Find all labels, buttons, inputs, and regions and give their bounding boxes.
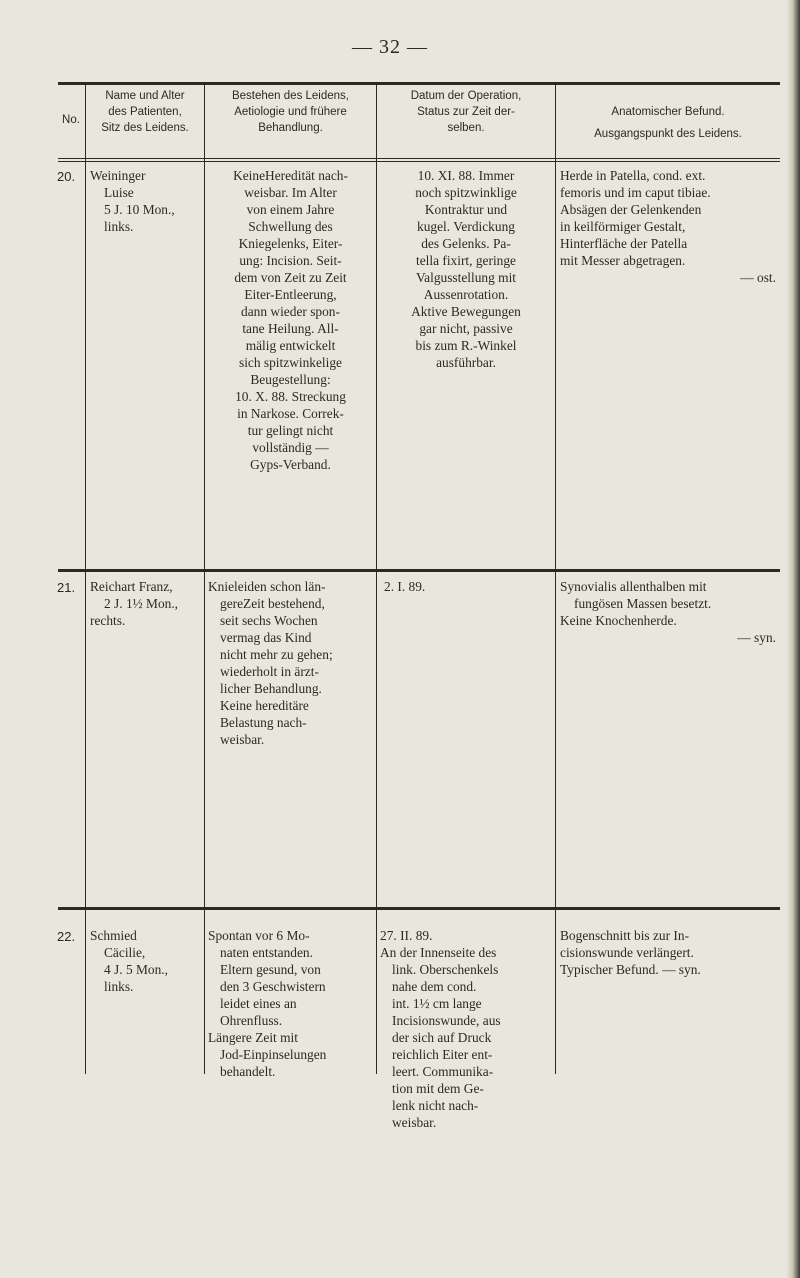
column-rule [204, 84, 205, 1074]
case-history: Knieleiden schon län- gereZeit bestehend, seit sechs Wochen vermag das Kind nicht mehr zu gehen; wiederholt in ärzt- licher Behandlung. Keine hereditäre Belastung nach- weisbar. [208, 579, 333, 747]
header-finding: Anatomischer Befund. Ausgangspunkt des Leidens. [594, 106, 742, 140]
header-no: No. [62, 114, 80, 126]
patient-name: Reichart Franz, 2 J. 1½ Mon., rechts. [90, 579, 179, 628]
row-number: 22. [57, 929, 76, 944]
patient-name: Schmied Cäcilie, 4 J. 5 Mon., links. [90, 928, 168, 994]
page-number: — 32 — [352, 36, 428, 58]
case-history: Spontan vor 6 Mo- naten entstanden. Eltern gesund, von den 3 Geschwistern leidet eines an Ohrenfluss. Längere Zeit mit Jod-Einpinselungen behandelt. [208, 928, 327, 1079]
anatomical-finding: Bogenschnitt bis zur In- cisionswunde verlängert. Typischer Befund. — syn. [560, 928, 701, 977]
row-divider [58, 907, 780, 910]
header-bottom-rule-2 [58, 161, 780, 162]
anatomical-finding: Synovialis allenthalben mit fungösen Massen besetzt. Keine Knochenherde. — syn. [560, 579, 776, 645]
header-name: Name und Alter des Patienten, Sitz des Leidens. [101, 90, 189, 134]
table-top-rule [58, 82, 780, 85]
case-history: KeineHeredität nach- weisbar. Im Alter von einem Jahre Schwellung des Kniegelenks, Eiter- ung: Incision. Seit- dem von Zeit zu Zeit Eiter-Entleerung, dann wieder spon- tane Heilung. All- mälig entwickelt sich spitzwinkelige Beugestellung: 10. X. 88. Streckung in Narkose. Correk- tur gelingt nicht vollständig — Gyps-Verband. [233, 168, 348, 472]
operation-status: 27. II. 89. An der Innenseite des link. Oberschenkels nahe dem cond. int. 1½ cm lange Incisionswunde, aus der sich auf Druck reichlich Eiter ent- leert. Communika- tion mit dem Ge- lenk nicht nach- weisbar. [380, 928, 501, 1130]
page-edge-shadow [786, 0, 800, 1278]
header-operation: Datum der Operation, Status zur Zeit der- selben. [410, 90, 522, 134]
finding-tag: — syn. [737, 630, 776, 645]
operation-status: 10. XI. 88. Immer noch spitzwinklige Kontraktur und kugel. Verdickung des Gelenks. Pa- tella fixirt, geringe Valgusstellung mit Aussenrotation. Aktive Bewegungen gar nicht, passive bis zum R.-Winkel ausführbar. [411, 168, 521, 370]
column-rule [555, 84, 556, 1074]
finding-tag: — ost. [740, 270, 776, 285]
row-number: 20. [57, 169, 76, 184]
column-rule [376, 84, 377, 1074]
header-history: Bestehen des Leidens, Aetiologie und frühere Behandlung. [231, 90, 349, 134]
patient-name: Weininger Luise 5 J. 10 Mon., links. [90, 168, 175, 234]
row-divider [58, 569, 780, 572]
column-rule [85, 84, 86, 1074]
operation-status: 2. I. 89. [384, 579, 426, 594]
row-number: 21. [57, 580, 76, 595]
anatomical-finding: Herde in Patella, cond. ext. femoris und im caput tibiae. Absägen der Gelenkenden in keilförmiger Gestalt, Hinterfläche der Patella mit Messer abgetragen. — ost. [560, 168, 776, 285]
header-bottom-rule [58, 158, 780, 159]
